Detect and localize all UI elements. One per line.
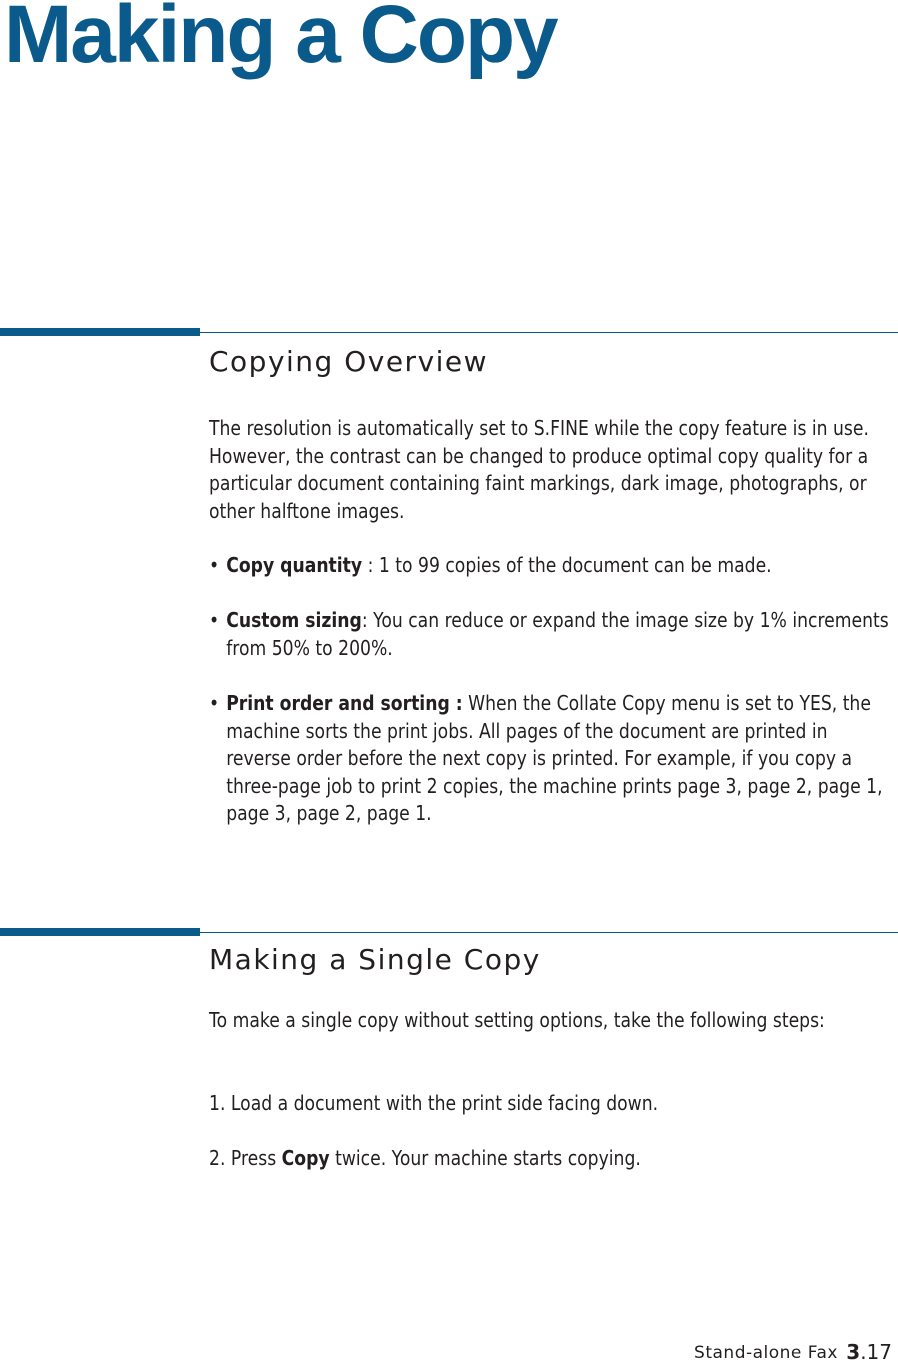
section-rule-thin [200, 932, 898, 933]
bullet-copy-quantity [209, 552, 897, 580]
copy-key-label: Copy [281, 1146, 330, 1170]
step-text: Press [225, 1146, 282, 1170]
step-number: 2. [209, 1146, 226, 1170]
bullet-text: When the Collate Copy menu is set to YES, the machine sorts the print jobs. All pages of the document are printed in reverse order before the next copy is printed. For example, if you copy a three-page job to print 2 copies, the machine prints page 3, page 2, page 1, page 3, page 2, page 1. [226, 691, 883, 825]
single-copy-intro: To make a single copy without setting options, take the following steps: [209, 1008, 825, 1032]
step-1 [209, 1090, 897, 1118]
footer-label: Stand-alone Fax [694, 1343, 838, 1363]
step-text-after: twice. Your machine starts copying. [329, 1146, 641, 1170]
chapter-number: 3 [846, 1340, 861, 1364]
bullet-custom-sizing [209, 607, 897, 662]
bullet-marker: • [209, 691, 220, 715]
section-rule-thick [0, 328, 200, 336]
bullet-term: Custom sizing [226, 608, 362, 632]
bullet-term: Copy quantity [226, 553, 363, 577]
bullet-term: Print order and sorting : [226, 691, 463, 715]
page-number-value: .17 [860, 1340, 892, 1364]
overview-paragraph: The resolution is automatically set to S.FINE while the copy feature is in use. However, the contrast can be changed to produce optimal copy quality for a particular document containing faint markings, dark image, photographs, or other halftone images. [209, 416, 869, 523]
bullet-text: : You can reduce or expand the image size by 1% increments from 50% to 200%. [226, 608, 889, 660]
section-rule-thick [0, 928, 200, 936]
bullet-marker: • [209, 608, 220, 632]
bullet-print-order-sorting [209, 690, 897, 828]
section-heading-copying-overview: Copying Overview [209, 345, 489, 378]
page-title: Making a Copy [4, 0, 557, 80]
section-heading-single-copy: Making a Single Copy [209, 943, 541, 976]
bullet-text: : 1 to 99 copies of the document can be made. [362, 553, 772, 577]
step-text: Load a document with the print side facing down. [225, 1091, 659, 1115]
bullet-marker: • [209, 553, 220, 577]
page-number [846, 1340, 892, 1364]
step-2 [209, 1145, 897, 1173]
section-rule-thin [200, 332, 898, 333]
step-number: 1. [209, 1091, 226, 1115]
